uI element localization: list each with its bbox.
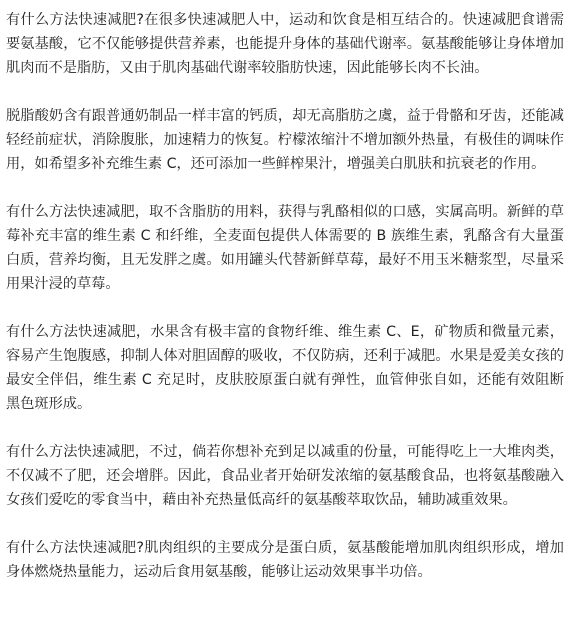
article-body	[6, 8, 564, 584]
paragraph-4: 有什么方法快速减肥，水果含有极丰富的食物纤维、维生素 C、E，矿物质和微量元素，容易产生饱腹感，抑制人体对胆固醇的吸收，不仅防病，还利于减肥。水果是爱美女孩的最安全伴侣，维生素 C 充足时，皮肤胶原蛋白就有弹性，血管伸张自如，还能有效阻断黑色斑形成。	[6, 324, 564, 412]
paragraph-2: 脱脂酸奶含有跟普通奶制品一样丰富的钙质，却无高脂肪之虞，益于骨骼和牙齿，还能减轻经前症状，消除腹胀，加速精力的恢复。柠檬浓缩汁不增加额外热量，有极佳的调味作用，如希望多补充维生素 C，还可添加一些鲜榨果汁，增强美白肌肤和抗衰老的作用。	[6, 108, 564, 172]
paragraph-1: 有什么方法快速减肥?在很多快速减肥人中，运动和饮食是相互结合的。快速减肥食谱需要氨基酸，它不仅能够提供营养素，也能提升身体的基础代谢率。氨基酸能够让身体增加肌肉而不是脂肪，又由于肌肉基础代谢率较脂肪快速，因此能够长肉不长油。	[6, 12, 564, 76]
paragraph-3: 有什么方法快速减肥，取不含脂肪的用料，获得与乳酪相似的口感，实属高明。新鲜的草莓补充丰富的维生素 C 和纤维，全麦面包提供人体需要的 B 族维生素，乳酪含有大量蛋白质，营养均衡，且无发胖之虞。如用罐头代替新鲜草莓，最好不用玉米糖浆型，尽量采用果汁浸的草莓。	[6, 204, 564, 292]
paragraph-6: 有什么方法快速减肥?肌肉组织的主要成分是蛋白质，氨基酸能增加肌肉组织形成，增加身体燃烧热量能力，运动后食用氨基酸，能够让运动效果事半功倍。	[6, 540, 564, 580]
paragraph-5: 有什么方法快速减肥，不过，倘若你想补充到足以减重的份量，可能得吃上一大堆肉类，不仅减不了肥，还会增胖。因此，食品业者开始研发浓缩的氨基酸食品，也将氨基酸融入女孩们爱吃的零食当中，藉由补充热量低高纤的氨基酸萃取饮品，辅助减重效果。	[6, 444, 564, 508]
